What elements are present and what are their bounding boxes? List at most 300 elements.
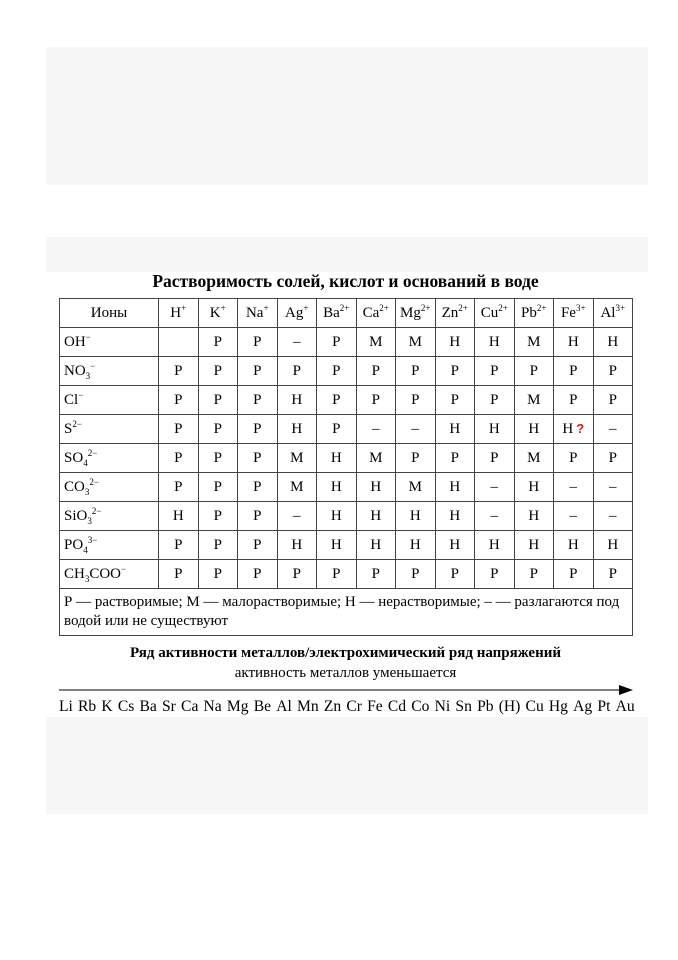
solubility-value: Р (213, 478, 222, 495)
table-row (60, 444, 633, 473)
solubility-cell (435, 357, 475, 386)
solubility-cell (317, 502, 357, 531)
cation-charge: 2+ (379, 302, 389, 313)
solubility-cell (396, 560, 436, 589)
solubility-cell (396, 531, 436, 560)
solubility-cell (554, 531, 594, 560)
table-row (60, 502, 633, 531)
metal-symbol: Au (615, 698, 635, 715)
solubility-cell (593, 560, 633, 589)
blank-band-top (46, 47, 648, 185)
solubility-value: Р (411, 449, 420, 466)
solubility-cell (277, 473, 317, 502)
anion-label: $NO_3^-$ (60, 357, 159, 386)
solubility-cell (475, 386, 515, 415)
metal-symbol: Pt (597, 698, 611, 715)
solubility-value: Р (490, 449, 499, 466)
solubility-value: Р (608, 391, 617, 408)
anion-label: $CO_3^{2-}$ (60, 473, 159, 502)
cation-symbol: K (209, 304, 221, 321)
solubility-value: Р (371, 565, 380, 582)
solubility-value: Р (332, 420, 341, 437)
solubility-cell (238, 444, 278, 473)
solubility-value: Н (449, 420, 461, 437)
metal-symbol: Li (59, 698, 73, 715)
metal-symbol: Ni (434, 698, 451, 715)
cation-charge: 2+ (339, 302, 350, 313)
solubility-cell (475, 502, 515, 531)
solubility-cell (554, 357, 594, 386)
solubility-cell (514, 502, 554, 531)
cation-symbol: H (170, 304, 182, 321)
solubility-value: М (527, 391, 541, 408)
cation-charge: 2+ (458, 302, 468, 313)
solubility-cell (198, 386, 238, 415)
solubility-value: Н (330, 478, 342, 495)
solubility-value: Р (174, 420, 183, 437)
solubility-value: – (569, 478, 577, 495)
cation-charge: + (220, 302, 226, 313)
metal-symbol: Cs (117, 698, 135, 715)
solubility-cell (238, 328, 278, 357)
metal-symbol: Ca (181, 698, 199, 715)
solubility-cell (514, 328, 554, 357)
cation-header (554, 299, 594, 328)
solubility-cell (514, 473, 554, 502)
blank-band-middle (46, 237, 648, 272)
solubility-cell (277, 560, 317, 589)
solubility-value: Р (371, 391, 380, 408)
metal-symbol: Al (276, 698, 292, 715)
solubility-cell (159, 386, 199, 415)
solubility-cell (593, 502, 633, 531)
solubility-cell (514, 386, 554, 415)
solubility-value: Р (253, 478, 262, 495)
solubility-cell (435, 473, 475, 502)
solubility-value: Н (488, 333, 500, 350)
solubility-value: Р (213, 507, 222, 524)
solubility-value: Н (567, 333, 579, 350)
cation-header (159, 299, 199, 328)
solubility-cell (159, 502, 199, 531)
solubility-value: Н (370, 478, 382, 495)
metal-symbol: Mg (226, 698, 249, 715)
solubility-value: – (372, 420, 380, 437)
solubility-cell (514, 357, 554, 386)
metal-symbol: (H) (498, 698, 521, 715)
solubility-value: Р (569, 565, 578, 582)
solubility-value: Н (488, 420, 500, 437)
solubility-value: Р (253, 362, 262, 379)
solubility-cell (317, 473, 357, 502)
solubility-cell (593, 357, 633, 386)
solubility-cell (475, 415, 515, 444)
solubility-cell (159, 328, 199, 357)
solubility-cell (198, 328, 238, 357)
solubility-cell (159, 473, 199, 502)
solubility-value: Н (291, 420, 303, 437)
table-row (60, 328, 633, 357)
legend: Р — растворимые; М — малорастворимые; Н — нерастворимые; – — разлагаются под водой или не существуют (60, 589, 633, 636)
solubility-cell (317, 328, 357, 357)
solubility-cell (277, 444, 317, 473)
solubility-value: Р (608, 362, 617, 379)
cation-symbol: Na (245, 304, 264, 321)
solubility-value: Н (291, 536, 303, 553)
solubility-cell (356, 560, 396, 589)
solubility-value: Р (253, 391, 262, 408)
solubility-cell (238, 386, 278, 415)
cation-header (198, 299, 238, 328)
metal-activity-series (59, 697, 635, 717)
solubility-cell (277, 502, 317, 531)
solubility-value: – (490, 507, 498, 524)
solubility-value: Р (450, 362, 459, 379)
solubility-cell (475, 473, 515, 502)
cation-charge: 3+ (615, 302, 626, 313)
solubility-value: Р (490, 565, 499, 582)
cation-symbol: Ba (323, 304, 340, 321)
solubility-value: Н (449, 333, 461, 350)
solubility-value: – (293, 333, 301, 350)
solubility-cell (356, 386, 396, 415)
solubility-cell (238, 502, 278, 531)
arrow-icon (59, 684, 633, 696)
solubility-cell (356, 473, 396, 502)
cation-header (435, 299, 475, 328)
solubility-value: Н (370, 507, 382, 524)
legend-row (60, 589, 633, 636)
solubility-cell (554, 386, 594, 415)
solubility-cell (435, 415, 475, 444)
solubility-value: Р (213, 565, 222, 582)
cation-symbol: Fe (560, 304, 576, 321)
solubility-value: Н (330, 536, 342, 553)
solubility-value: Р (253, 536, 262, 553)
solubility-value: Р (174, 449, 183, 466)
table-row (60, 531, 633, 560)
solubility-cell (435, 386, 475, 415)
solubility-cell (435, 531, 475, 560)
solubility-cell (198, 473, 238, 502)
anion-label: $CH_3COO^-$ (60, 560, 159, 589)
solubility-cell (593, 531, 633, 560)
solubility-table (59, 298, 633, 636)
solubility-cell (396, 502, 436, 531)
solubility-value: Р (213, 536, 222, 553)
solubility-value: Р (529, 362, 538, 379)
solubility-cell (317, 444, 357, 473)
solubility-value: Р (569, 449, 578, 466)
solubility-value: М (369, 449, 383, 466)
cation-header (356, 299, 396, 328)
solubility-cell (238, 415, 278, 444)
solubility-value: – (293, 507, 301, 524)
metal-symbol: Mn (297, 698, 319, 715)
solubility-value: – (490, 478, 498, 495)
solubility-value: Р (332, 391, 341, 408)
metal-symbol: K (101, 698, 113, 715)
solubility-cell (277, 531, 317, 560)
cation-charge: + (263, 302, 269, 313)
solubility-cell (475, 444, 515, 473)
corner-label: Ионы (60, 299, 159, 328)
solubility-value: Р (174, 565, 183, 582)
solubility-cell (475, 328, 515, 357)
cation-charge: 2+ (420, 302, 431, 313)
blank-band-bottom (46, 717, 648, 814)
solubility-cell (396, 357, 436, 386)
solubility-cell (356, 415, 396, 444)
solubility-cell (475, 560, 515, 589)
cation-symbol: Ca (362, 304, 380, 321)
question-mark: ? (576, 420, 585, 436)
solubility-cell (396, 415, 436, 444)
solubility-cell (159, 444, 199, 473)
solubility-cell (159, 415, 199, 444)
solubility-cell (317, 531, 357, 560)
solubility-cell (593, 473, 633, 502)
solubility-cell (514, 415, 554, 444)
solubility-value: Р (292, 362, 301, 379)
metal-symbol: Cr (346, 698, 362, 715)
solubility-value: – (609, 507, 617, 524)
solubility-value: Н (409, 536, 421, 553)
solubility-value: Н (449, 507, 461, 524)
solubility-value: М (290, 478, 304, 495)
solubility-cell (238, 357, 278, 386)
metal-symbol: Pb (477, 698, 494, 715)
solubility-value: – (609, 478, 617, 495)
solubility-value: М (290, 449, 304, 466)
solubility-value: Р (411, 565, 420, 582)
solubility-value: Н (528, 478, 540, 495)
solubility-cell (593, 444, 633, 473)
cation-symbol: Mg (400, 304, 421, 321)
cation-symbol: Al (600, 304, 616, 321)
cation-charge: + (181, 302, 187, 313)
solubility-value: – (609, 420, 617, 437)
solubility-cell (317, 357, 357, 386)
cation-charge: 2+ (498, 302, 508, 313)
solubility-cell (159, 560, 199, 589)
metal-symbol: Cu (525, 698, 544, 715)
solubility-cell (159, 357, 199, 386)
solubility-value: Н (291, 391, 303, 408)
solubility-value: М (369, 333, 383, 350)
solubility-value: Р (213, 362, 222, 379)
solubility-value: – (411, 420, 419, 437)
solubility-value: Н (449, 478, 461, 495)
solubility-value: Р (253, 565, 262, 582)
cation-header (396, 299, 436, 328)
cation-symbol: Cu (480, 304, 499, 321)
solubility-value: Р (174, 536, 183, 553)
solubility-value: Н (562, 420, 574, 437)
table-row (60, 386, 633, 415)
solubility-value: Р (213, 333, 222, 350)
metal-symbol: Na (203, 698, 222, 715)
solubility-cell (593, 386, 633, 415)
cation-charge: 3+ (575, 302, 586, 313)
solubility-cell (198, 444, 238, 473)
cation-symbol: Pb (521, 304, 537, 321)
metal-symbol: Ba (139, 698, 157, 715)
solubility-value: Р (213, 420, 222, 437)
solubility-cell (277, 357, 317, 386)
metal-symbol: Hg (548, 698, 568, 715)
solubility-value: Р (253, 420, 262, 437)
header-row (60, 299, 633, 328)
solubility-value: Р (608, 565, 617, 582)
anion-label: SiO$_3^{2-}$ (60, 502, 159, 531)
solubility-cell (277, 415, 317, 444)
cation-header (475, 299, 515, 328)
cation-header (317, 299, 357, 328)
table-body (60, 328, 633, 636)
solubility-value: Р (174, 478, 183, 495)
cation-header (277, 299, 317, 328)
solubility-cell (277, 386, 317, 415)
solubility-cell (277, 328, 317, 357)
solubility-value: Р (253, 507, 262, 524)
solubility-cell (238, 560, 278, 589)
solubility-value: Н (172, 507, 184, 524)
solubility-value: Р (174, 362, 183, 379)
table-row (60, 415, 633, 444)
solubility-value: Н (449, 536, 461, 553)
anion-label: Cl− (60, 386, 159, 415)
series-subtitle: активность металлов уменьшается (234, 665, 457, 681)
cation-charge: + (303, 302, 309, 313)
solubility-cell (356, 531, 396, 560)
solubility-cell (554, 473, 594, 502)
solubility-value: Н (409, 507, 421, 524)
metal-symbol: Ag (573, 698, 593, 715)
solubility-cell (317, 386, 357, 415)
solubility-value: Н (488, 536, 500, 553)
solubility-cell (396, 444, 436, 473)
solubility-cell (554, 444, 594, 473)
solubility-value: Р (411, 362, 420, 379)
solubility-value: Н (528, 507, 540, 524)
solubility-value: Р (332, 565, 341, 582)
solubility-cell (356, 328, 396, 357)
solubility-value: Р (332, 333, 341, 350)
solubility-value: Р (371, 362, 380, 379)
solubility-cell (356, 444, 396, 473)
solubility-value: Р (490, 362, 499, 379)
solubility-value: Н (370, 536, 382, 553)
solubility-value: Р (213, 391, 222, 408)
solubility-cell (435, 444, 475, 473)
metal-symbol: Be (253, 698, 272, 715)
solubility-cell (475, 357, 515, 386)
solubility-value: – (569, 507, 577, 524)
solubility-value: М (527, 449, 541, 466)
solubility-cell (475, 531, 515, 560)
cation-header (514, 299, 554, 328)
solubility-value: М (408, 478, 422, 495)
solubility-cell (159, 531, 199, 560)
solubility-cell (514, 531, 554, 560)
solubility-value: Р (332, 362, 341, 379)
solubility-value: Р (569, 391, 578, 408)
solubility-value: Р (292, 565, 301, 582)
solubility-cell (593, 415, 633, 444)
solubility-cell (198, 531, 238, 560)
metal-symbol: Fe (367, 698, 383, 715)
solubility-cell (396, 328, 436, 357)
metal-symbol: Sn (455, 698, 472, 715)
solubility-cell (554, 415, 594, 444)
solubility-cell (554, 502, 594, 531)
solubility-value: Н (528, 420, 540, 437)
series-title: Ряд активности металлов/электрохимический ряд напряжений (129, 645, 561, 661)
solubility-cell (238, 473, 278, 502)
solubility-cell (356, 502, 396, 531)
solubility-value: Р (411, 391, 420, 408)
solubility-value: Р (253, 333, 262, 350)
solubility-cell (198, 357, 238, 386)
metal-symbol: Cd (387, 698, 407, 715)
anion-label: $SO_4^{2-}$ (60, 444, 159, 473)
table-row (60, 560, 633, 589)
solubility-value: Р (569, 362, 578, 379)
solubility-value: М (408, 333, 422, 350)
solubility-value: Н (607, 333, 619, 350)
solubility-cell (435, 502, 475, 531)
solubility-value: М (527, 333, 541, 350)
solubility-cell (198, 560, 238, 589)
solubility-value: Н (330, 507, 342, 524)
solubility-value: Р (450, 565, 459, 582)
solubility-cell (238, 531, 278, 560)
solubility-value: Р (450, 391, 459, 408)
metal-symbol: Rb (78, 698, 97, 715)
solubility-value: Н (567, 536, 579, 553)
solubility-cell (435, 328, 475, 357)
solubility-value: Р (608, 449, 617, 466)
solubility-value: Н (528, 536, 540, 553)
solubility-cell (356, 357, 396, 386)
solubility-cell (396, 473, 436, 502)
solubility-value: Н (607, 536, 619, 553)
cation-charge: 2+ (536, 302, 547, 313)
solubility-value: Н (330, 449, 342, 466)
solubility-cell (593, 328, 633, 357)
solubility-value: Р (174, 391, 183, 408)
cation-symbol: Zn (441, 304, 459, 321)
solubility-cell (514, 444, 554, 473)
anion-label: OH− (60, 328, 159, 357)
solubility-value: Р (213, 449, 222, 466)
solubility-value: Р (253, 449, 262, 466)
cation-symbol: Ag (285, 304, 304, 321)
metal-symbol: Co (411, 698, 430, 715)
anion-label: $PO_4^{3-}$ (60, 531, 159, 560)
metal-symbol: Zn (323, 698, 342, 715)
solubility-cell (198, 502, 238, 531)
table-row (60, 473, 633, 502)
solubility-cell (554, 328, 594, 357)
solubility-value: Р (490, 391, 499, 408)
solubility-cell (554, 560, 594, 589)
table-row (60, 357, 633, 386)
solubility-cell (435, 560, 475, 589)
table-title: Растворимость солей, кислот и оснований в воде (152, 271, 539, 291)
solubility-cell (396, 386, 436, 415)
